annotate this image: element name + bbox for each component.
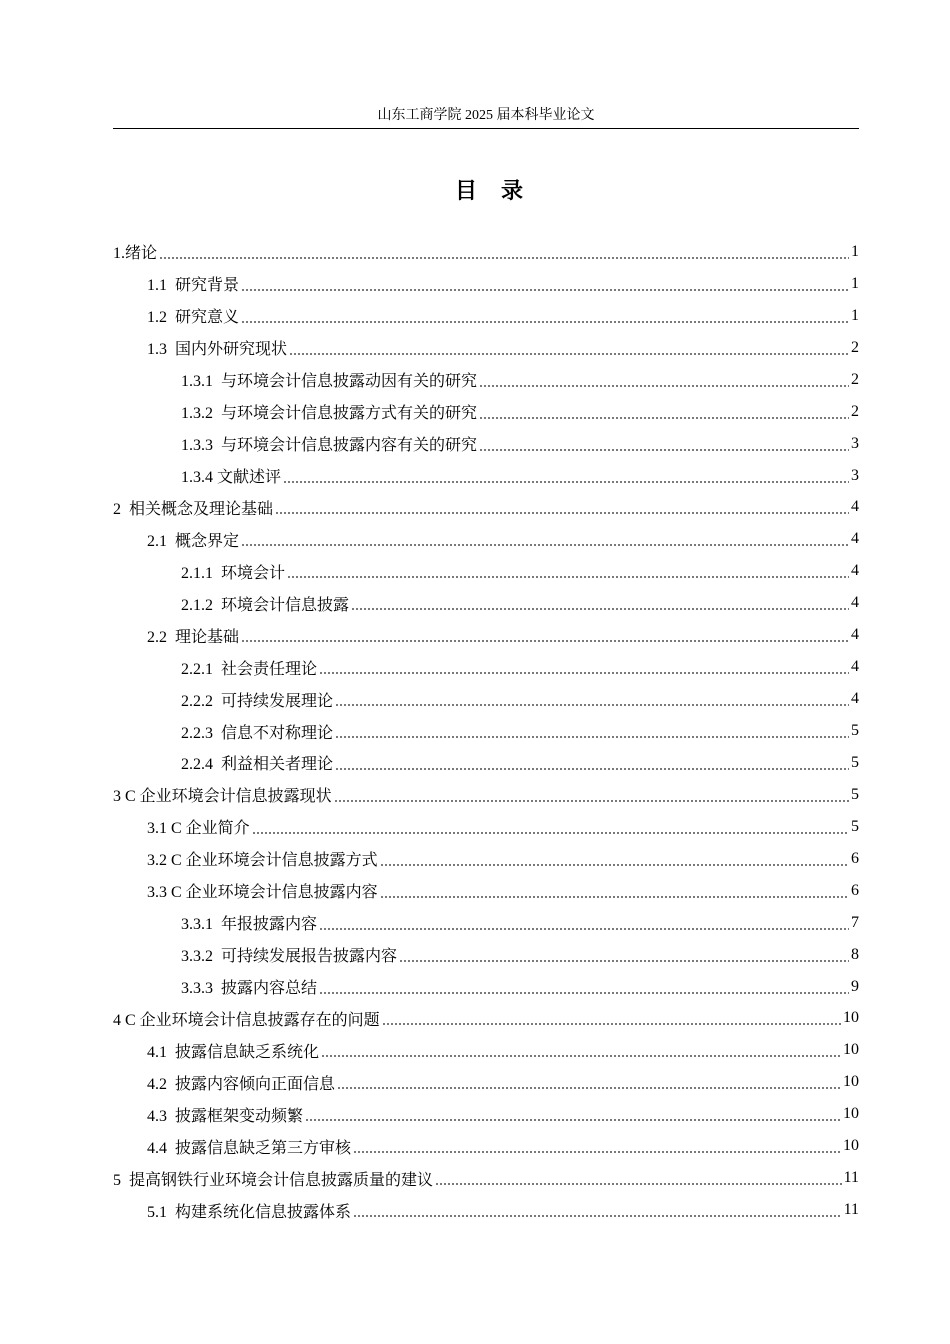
dot-leader <box>335 757 849 773</box>
toc-entry[interactable] <box>113 875 859 907</box>
toc-entry-page-number: 10 <box>843 1041 859 1059</box>
toc-entry-label: 2.2.2 可持续发展理论 <box>181 692 334 710</box>
toc-entry-label: 2.1.1 环境会计 <box>181 564 286 582</box>
toc-entry-page-number: 2 <box>851 402 859 420</box>
toc-entry-label: 3.1 C 企业简介 <box>147 820 250 838</box>
toc-entry-page-number: 4 <box>851 530 859 548</box>
dot-leader <box>435 1172 842 1188</box>
toc-entry-label: 2.1.2 环境会计信息披露 <box>181 596 350 614</box>
toc-entry-label: 1.2 研究意义 <box>147 309 240 327</box>
page-title: 目录 <box>454 179 547 204</box>
toc-entry-page-number: 5 <box>851 817 859 835</box>
dot-leader <box>159 246 849 262</box>
toc-entry-label: 3.3.3 披露内容总结 <box>181 980 318 998</box>
dot-leader <box>335 693 849 709</box>
toc-entry-label: 3.3.2 可持续发展报告披露内容 <box>181 948 398 966</box>
toc-entry-page-number: 2 <box>851 370 859 388</box>
dot-leader <box>479 406 849 422</box>
dot-leader <box>241 533 849 549</box>
toc-entry-label: 1.1 研究背景 <box>147 277 240 295</box>
toc-entry[interactable] <box>113 971 859 1003</box>
toc-entry[interactable] <box>113 1162 859 1194</box>
toc-entry[interactable] <box>113 1194 859 1226</box>
toc-entry-label: 2 相关概念及理论基础 <box>113 500 274 518</box>
toc-entry-label: 1.3.4 文献述评 <box>181 469 282 487</box>
toc-entry[interactable] <box>113 747 859 779</box>
toc-entry-label: 2.1 概念界定 <box>147 532 240 550</box>
toc-entry[interactable] <box>113 268 859 300</box>
toc-entry-page-number: 5 <box>851 753 859 771</box>
toc-entry[interactable] <box>113 428 859 460</box>
dot-leader <box>289 342 849 358</box>
toc-entry-page-number: 1 <box>851 242 859 260</box>
toc-entry-label: 2.2.4 利益相关者理论 <box>181 756 334 774</box>
toc-entry-label: 2.2 理论基础 <box>147 628 240 646</box>
toc-entry[interactable] <box>113 1066 859 1098</box>
dot-leader <box>241 278 849 294</box>
table-of-contents <box>113 236 859 1226</box>
toc-entry-page-number: 3 <box>851 434 859 452</box>
toc-entry-page-number: 1 <box>851 274 859 292</box>
toc-entry[interactable] <box>113 396 859 428</box>
dot-leader <box>351 597 849 613</box>
dot-leader <box>241 629 849 645</box>
toc-entry-label: 4.2 披露内容倾向正面信息 <box>147 1075 336 1093</box>
dot-leader <box>335 725 849 741</box>
dot-leader <box>380 885 849 901</box>
toc-entry-page-number: 3 <box>851 466 859 484</box>
toc-entry[interactable] <box>113 364 859 396</box>
toc-entry[interactable] <box>113 1034 859 1066</box>
running-header: 山东工商学院 2025 届本科毕业论文 <box>377 108 595 123</box>
toc-entry-label: 1.绪论 <box>113 245 158 263</box>
toc-entry-page-number: 10 <box>843 1073 859 1091</box>
toc-entry-label: 1.3.2 与环境会计信息披露方式有关的研究 <box>181 405 478 423</box>
toc-entry[interactable] <box>113 300 859 332</box>
dot-leader <box>479 438 849 454</box>
toc-entry-page-number: 8 <box>851 945 859 963</box>
dot-leader <box>305 1108 841 1124</box>
toc-entry-label: 1.3 国内外研究现状 <box>147 341 288 359</box>
toc-entry-label: 4.1 披露信息缺乏系统化 <box>147 1043 320 1061</box>
toc-entry-page-number: 9 <box>851 977 859 995</box>
toc-entry[interactable] <box>113 1130 859 1162</box>
toc-entry-page-number: 6 <box>851 881 859 899</box>
toc-entry[interactable] <box>113 460 859 492</box>
toc-entry[interactable] <box>113 236 859 268</box>
toc-entry-label: 5.1 构建系统化信息披露体系 <box>147 1203 352 1221</box>
dot-leader <box>283 470 849 486</box>
toc-entry-page-number: 4 <box>851 562 859 580</box>
toc-entry-label: 1.3.1 与环境会计信息披露动因有关的研究 <box>181 373 478 391</box>
toc-entry-page-number: 7 <box>851 913 859 931</box>
header-rule <box>113 128 859 129</box>
toc-entry-label: 2.2.3 信息不对称理论 <box>181 724 334 742</box>
toc-entry-label: 3.3 C 企业环境会计信息披露内容 <box>147 884 378 902</box>
toc-entry[interactable] <box>113 1098 859 1130</box>
dot-leader <box>479 374 849 390</box>
toc-entry[interactable] <box>113 939 859 971</box>
toc-entry-page-number: 4 <box>851 626 859 644</box>
toc-entry-label: 4 C 企业环境会计信息披露存在的问题 <box>113 1011 380 1029</box>
dot-leader <box>287 565 849 581</box>
toc-entry-label: 5 提高钢铁行业环境会计信息披露质量的建议 <box>113 1171 434 1189</box>
toc-entry-page-number: 5 <box>851 785 859 803</box>
toc-entry-page-number: 10 <box>843 1009 859 1027</box>
toc-entry-label: 4.3 披露框架变动频繁 <box>147 1107 304 1125</box>
toc-entry-page-number: 10 <box>843 1105 859 1123</box>
toc-entry[interactable] <box>113 651 859 683</box>
toc-entry[interactable] <box>113 779 859 811</box>
toc-entry-page-number: 10 <box>843 1137 859 1155</box>
toc-entry-page-number: 4 <box>851 594 859 612</box>
toc-entry-label: 1.3.3 与环境会计信息披露内容有关的研究 <box>181 437 478 455</box>
dot-leader <box>353 1140 841 1156</box>
toc-entry-label: 3.3.1 年报披露内容 <box>181 916 318 934</box>
toc-entry[interactable] <box>113 715 859 747</box>
toc-entry[interactable] <box>113 619 859 651</box>
dot-leader <box>334 789 849 805</box>
dot-leader <box>252 821 849 837</box>
toc-entry[interactable] <box>113 843 859 875</box>
toc-entry[interactable] <box>113 907 859 939</box>
dot-leader <box>380 853 849 869</box>
toc-entry-page-number: 5 <box>851 722 859 740</box>
toc-entry-page-number: 11 <box>843 1201 859 1219</box>
toc-entry[interactable] <box>113 811 859 843</box>
dot-leader <box>353 1204 842 1220</box>
toc-entry-page-number: 6 <box>851 849 859 867</box>
toc-entry[interactable] <box>113 683 859 715</box>
toc-entry-label: 4.4 披露信息缺乏第三方审核 <box>147 1139 352 1157</box>
toc-entry[interactable] <box>113 523 859 555</box>
toc-entry-page-number: 4 <box>851 658 859 676</box>
dot-leader <box>241 310 849 326</box>
dot-leader <box>321 1044 841 1060</box>
dot-leader <box>382 1012 841 1028</box>
toc-entry[interactable] <box>113 555 859 587</box>
toc-entry-page-number: 1 <box>851 306 859 324</box>
dot-leader <box>319 917 849 933</box>
dot-leader <box>319 981 849 997</box>
toc-entry-page-number: 4 <box>851 498 859 516</box>
dot-leader <box>337 1076 841 1092</box>
toc-entry[interactable] <box>113 1003 859 1035</box>
dot-leader <box>319 661 849 677</box>
toc-entry-label: 2.2.1 社会责任理论 <box>181 660 318 678</box>
toc-entry-label: 3 C 企业环境会计信息披露现状 <box>113 788 332 806</box>
toc-entry[interactable] <box>113 332 859 364</box>
dot-leader <box>275 501 849 517</box>
toc-entry[interactable] <box>113 587 859 619</box>
toc-entry[interactable] <box>113 492 859 524</box>
toc-entry-page-number: 2 <box>851 338 859 356</box>
dot-leader <box>399 949 849 965</box>
toc-entry-page-number: 4 <box>851 690 859 708</box>
toc-entry-label: 3.2 C 企业环境会计信息披露方式 <box>147 852 378 870</box>
toc-entry-page-number: 11 <box>843 1169 859 1187</box>
